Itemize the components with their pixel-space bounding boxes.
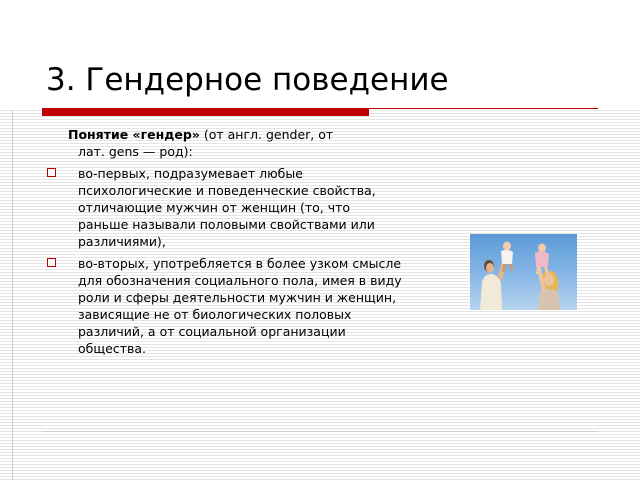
bullet-text: во-вторых, употребляется в более узком смысле для обозначения социального пола, имея в виду роли и сферы деятельности мужчин и женщин, зависящие не от биологических половых различий, а от социальной организации общества. <box>78 256 402 356</box>
definition-text-line1: (от англ. gender, от <box>199 127 334 142</box>
definition-intro <box>44 126 404 160</box>
hollow-square-bullet-icon <box>47 258 56 267</box>
slide-title: 3. Гендерное поведение <box>46 62 449 98</box>
bullet-item-first <box>44 165 404 250</box>
bullet-item-second <box>44 255 404 357</box>
title-accent-bar <box>42 108 369 116</box>
family-photo-illustration <box>470 234 577 310</box>
bottom-rule <box>42 431 598 432</box>
definition-term: Понятие «гендер» <box>68 127 200 142</box>
family-photo <box>470 234 577 310</box>
definition-text-line2: лат. gens — род): <box>78 144 193 159</box>
slide-body <box>44 126 404 357</box>
bullet-text: во-первых, подразумевает любые психологические и поведенческие свойства, отличающие мужчин от женщин (то, что раньше называли половыми свойствами или различиями), <box>78 166 376 249</box>
hollow-square-bullet-icon <box>47 168 56 177</box>
frame-left-line <box>12 110 13 480</box>
